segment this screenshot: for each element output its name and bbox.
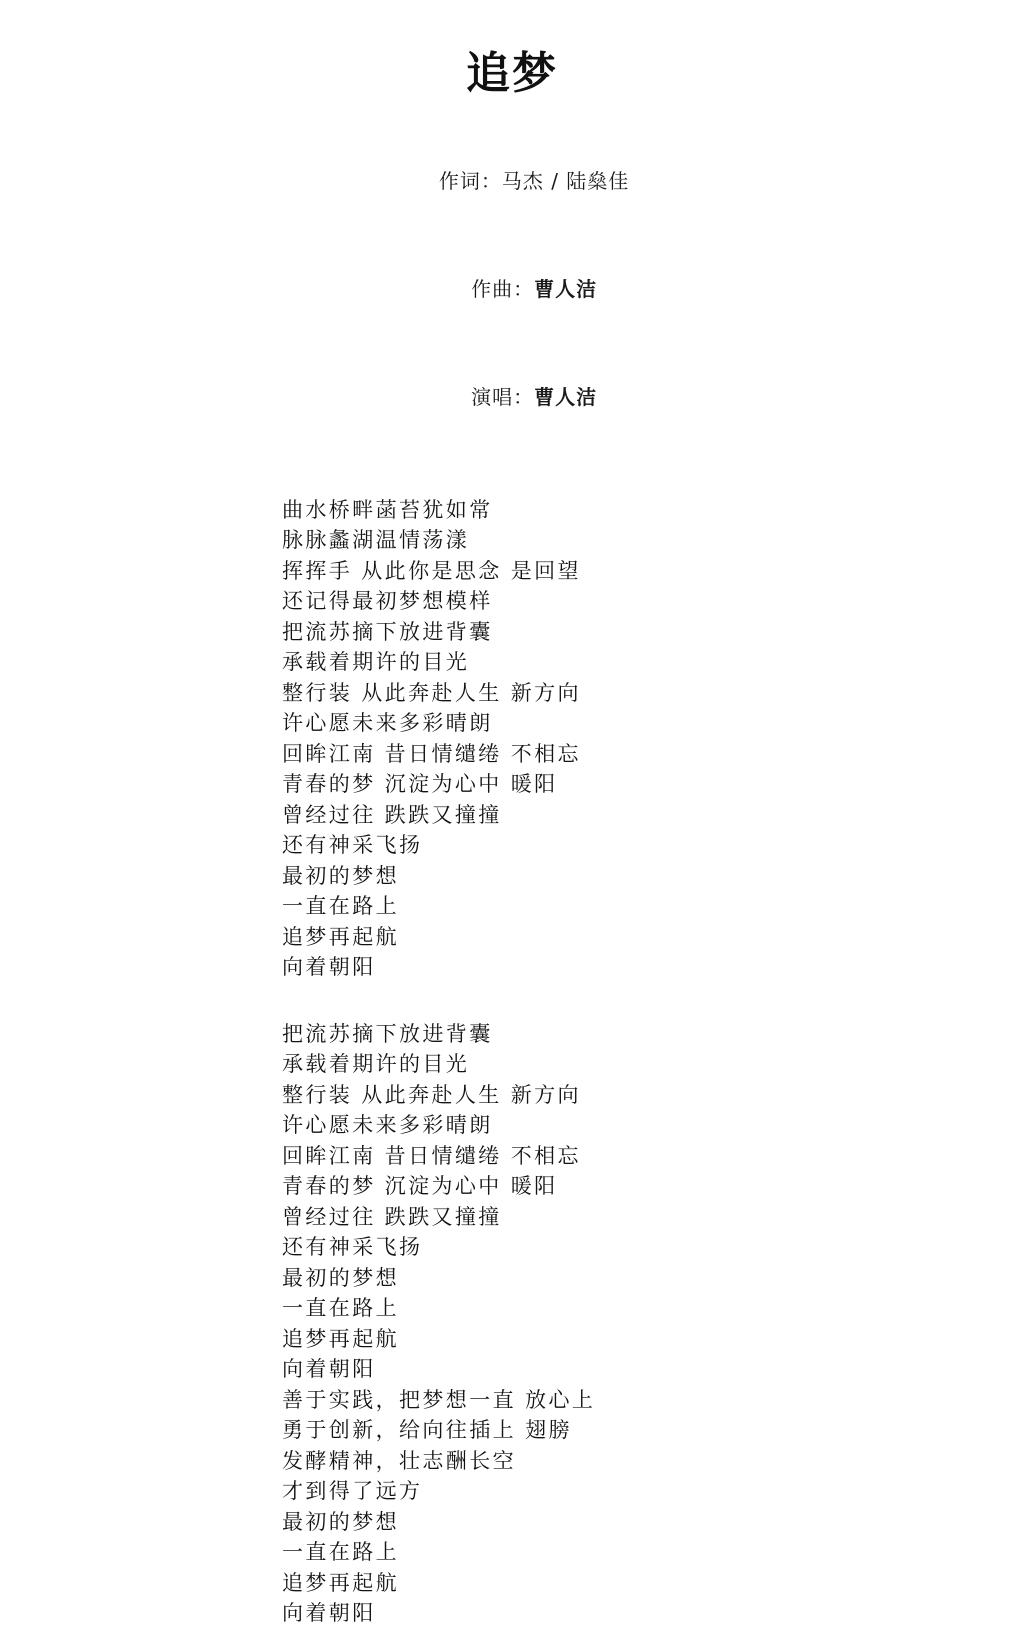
lyric-line: 向着朝阳: [282, 955, 376, 980]
lyric-line: 整行装 从此奔赴人生 新方向: [282, 1082, 581, 1107]
lyric-line: 善于实践，把梦想一直 放心上: [282, 1387, 596, 1412]
lyric-line: 还记得最初梦想模样: [282, 589, 493, 614]
lyric-line: 还有神采飞扬: [282, 833, 423, 858]
lyric-line: 整行装 从此奔赴人生 新方向: [282, 680, 581, 705]
credit-composer-value: 曹人洁: [534, 276, 598, 301]
lyric-line: 向着朝阳: [282, 1357, 376, 1382]
lyric-line: 曲水桥畔菡苔犹如常: [282, 497, 493, 522]
lyric-line: 承载着期许的目光: [282, 1052, 470, 1077]
credit-lyricist-value: 马杰 / 陆燊佳: [501, 168, 630, 193]
lyric-line: 追梦再起航: [282, 1326, 399, 1351]
lyric-line: 脉脉蠡湖温情荡漾: [282, 528, 470, 553]
lyric-line: 向着朝阳: [282, 1601, 376, 1626]
lyric-line: 回眸江南 昔日情缱绻 不相忘: [282, 1143, 581, 1168]
lyrics-body: [0, 495, 1024, 1629]
lyric-line: 青春的梦 沉淀为心中 暖阳: [282, 772, 558, 797]
lyrics-stanza: [282, 1019, 984, 1629]
lyric-line: 才到得了远方: [282, 1479, 423, 1504]
lyric-line: 最初的梦想: [282, 1509, 399, 1534]
lyric-line: 把流苏摘下放进背囊: [282, 619, 493, 644]
lyric-line: 曾经过往 跌跌又撞撞: [282, 1204, 502, 1229]
lyric-line: 勇于创新，给向往插上 翅膀: [282, 1418, 572, 1443]
lyric-line: 回眸江南 昔日情缱绻 不相忘: [282, 741, 581, 766]
lyric-line: 一直在路上: [282, 894, 399, 919]
lyric-line: 追梦再起航: [282, 924, 399, 949]
lyric-line: 还有神采飞扬: [282, 1235, 423, 1260]
lyric-line: 发酵精神，壮志酬长空: [282, 1448, 516, 1473]
lyric-line: 挥挥手 从此你是思念 是回望: [282, 558, 581, 583]
credit-performer-value: 曹人洁: [534, 384, 598, 409]
credit-composer-label: 作曲：: [471, 276, 535, 301]
lyric-line: 一直在路上: [282, 1296, 399, 1321]
credit-lyricist-label: 作词：: [438, 168, 502, 193]
lyric-line: 把流苏摘下放进背囊: [282, 1021, 493, 1046]
credits-block: [0, 127, 1024, 451]
lyric-line: 最初的梦想: [282, 863, 399, 888]
lyric-line: 许心愿未来多彩晴朗: [282, 711, 493, 736]
lyric-line: 追梦再起航: [282, 1570, 399, 1595]
lyric-line: 青春的梦 沉淀为心中 暖阳: [282, 1174, 558, 1199]
credit-performer-label: 演唱：: [471, 384, 535, 409]
lyric-line: 承载着期许的目光: [282, 650, 470, 675]
credit-performer: [0, 343, 1024, 451]
page-title: 追梦: [466, 48, 558, 99]
lyric-line: 曾经过往 跌跌又撞撞: [282, 802, 502, 827]
credit-composer: [0, 235, 1024, 343]
lyric-line: 许心愿未来多彩晴朗: [282, 1113, 493, 1138]
lyric-line: 一直在路上: [282, 1540, 399, 1565]
lyric-line: 最初的梦想: [282, 1265, 399, 1290]
lyrics-document: [0, 48, 1024, 1629]
lyrics-stanza: [282, 495, 984, 983]
credit-lyricist: [0, 127, 1024, 235]
